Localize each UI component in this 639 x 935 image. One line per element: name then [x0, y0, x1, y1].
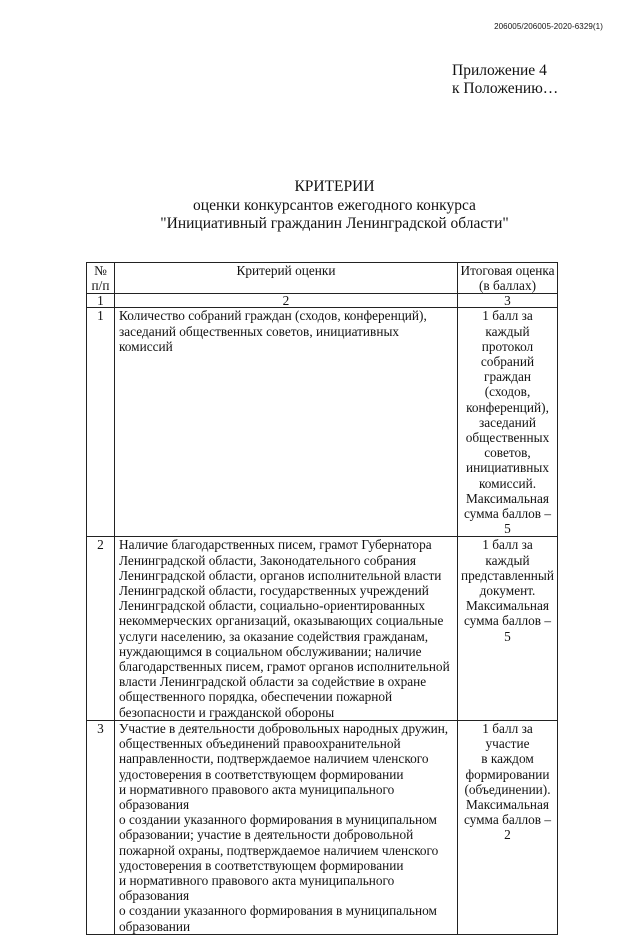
appendix-note	[452, 62, 558, 98]
score-line: Максимальная	[465, 796, 550, 812]
table-header-row	[87, 263, 558, 294]
score-text	[458, 720, 558, 934]
row-number: 1	[87, 308, 115, 537]
score-line: 1 балл за каждый	[482, 308, 533, 339]
header-num-line-2: п/п	[91, 278, 110, 294]
criterion-line: общественного порядка, обеспечении пожарной	[119, 689, 393, 705]
criterion-line: безопасности и гражданской обороны	[119, 704, 335, 720]
title-line-2: оценки конкурсантов ежегодного конкурса	[193, 196, 476, 214]
appendix-line-1: Приложение 4	[452, 62, 547, 79]
criterion-line: общественных объединений правоохранительной	[119, 736, 401, 752]
criterion-line: образовании	[119, 918, 191, 934]
criterion-line: удостоверения в соответствующем формировании	[119, 766, 404, 782]
header-score-line-1: Итоговая оценка	[460, 263, 555, 278]
score-line: граждан (сходов,	[484, 369, 531, 400]
criterion-line: пожарной охраны, подтверждаемое наличием членского	[119, 842, 439, 858]
score-line: представленный	[461, 567, 554, 583]
table-row	[87, 720, 558, 934]
criterion-line: Ленинградской области, социально-ориентированных	[119, 598, 425, 614]
criterion-line: удостоверения в соответствующем формировании	[119, 857, 404, 873]
document-id: 206005/206005-2020-6329(1)	[494, 22, 603, 31]
score-line: Максимальная	[465, 490, 550, 506]
criterion-line: некоммерческих организаций, оказывающих социальные	[119, 613, 444, 629]
criterion-line: о создании указанного формирования в муниципальном	[119, 903, 437, 919]
title-line-3: "Инициативный гражданин Ленинградской области"	[160, 215, 509, 232]
score-line: (объединении).	[464, 781, 551, 797]
header-score	[458, 263, 558, 294]
criterion-text	[115, 308, 458, 537]
score-line: конференций),	[466, 399, 549, 415]
criterion-line: Количество собраний граждан (сходов, конференций),	[119, 308, 427, 324]
score-text	[458, 308, 558, 537]
score-line: протокол собраний	[480, 338, 535, 370]
score-line: Максимальная	[465, 598, 550, 614]
score-text	[458, 537, 558, 720]
criterion-line: о создании указанного формирования в муниципальном	[119, 812, 437, 828]
criterion-line: Участие в деятельности добровольных народных дружин,	[119, 720, 449, 736]
column-number-row	[87, 294, 558, 308]
criterion-line: направленности, подтверждаемое наличием членского	[119, 751, 429, 767]
criterion-text	[115, 537, 458, 720]
criteria-rows	[87, 308, 558, 934]
row-number: 3	[87, 720, 115, 934]
criterion-line: Ленинградской области, Законодательного собрания	[119, 552, 417, 568]
header-num	[87, 263, 115, 294]
score-line: инициативных	[465, 460, 550, 476]
score-line: 1 балл за каждый	[482, 537, 533, 568]
score-line: формировании	[465, 766, 550, 782]
row-number: 2	[87, 537, 115, 720]
score-line: сумма баллов – 5	[463, 613, 552, 644]
score-line: заседаний	[479, 414, 536, 430]
appendix-line-2: к Положению…	[452, 80, 559, 97]
score-line: сумма баллов – 2	[463, 812, 552, 843]
criterion-line: Ленинградской области, органов исполнительной власти	[119, 567, 442, 583]
score-line: 1 балл за участие	[482, 720, 533, 752]
table-row	[87, 537, 558, 720]
header-score-line-2: (в баллах)	[478, 278, 537, 294]
criterion-line: заседаний общественных советов, инициативных комиссий	[119, 323, 400, 354]
score-line: в каждом	[481, 751, 534, 767]
criterion-line: нуждающимся в социальном обслуживании; наличие	[119, 643, 422, 659]
criterion-line: и нормативного правового акта муниципального образования	[119, 872, 395, 904]
score-line: комиссий.	[478, 475, 537, 491]
score-line: сумма баллов – 5	[463, 506, 552, 537]
table-row	[87, 308, 558, 537]
criterion-line: образовании; участие в деятельности добровольной	[119, 827, 414, 843]
column-number: 1	[87, 294, 115, 308]
score-line: общественных	[465, 430, 550, 446]
header-criterion	[115, 263, 458, 294]
criterion-line: услуги населению, за оказание содействия гражданам,	[119, 628, 429, 644]
document-title	[0, 178, 639, 234]
criterion-line: благодарственных писем, грамот органов исполнительной	[119, 659, 450, 675]
score-line: советов,	[484, 445, 531, 461]
criterion-text	[115, 720, 458, 934]
header-num-line-1: №	[94, 263, 107, 278]
criterion-line: и нормативного правового акта муниципального образования	[119, 781, 395, 812]
criteria-table	[86, 262, 558, 935]
criterion-line: власти Ленинградской области за содействие в охране	[119, 674, 427, 690]
score-line: документ.	[479, 583, 536, 599]
title-heading: КРИТЕРИИ	[294, 178, 375, 195]
column-number: 3	[458, 294, 558, 308]
criterion-line: Наличие благодарственных писем, грамот Губернатора	[119, 537, 432, 553]
criterion-line: Ленинградской области, государственных учреждений	[119, 583, 429, 599]
header-criterion-label: Критерий оценки	[236, 263, 336, 278]
column-number: 2	[115, 294, 458, 308]
